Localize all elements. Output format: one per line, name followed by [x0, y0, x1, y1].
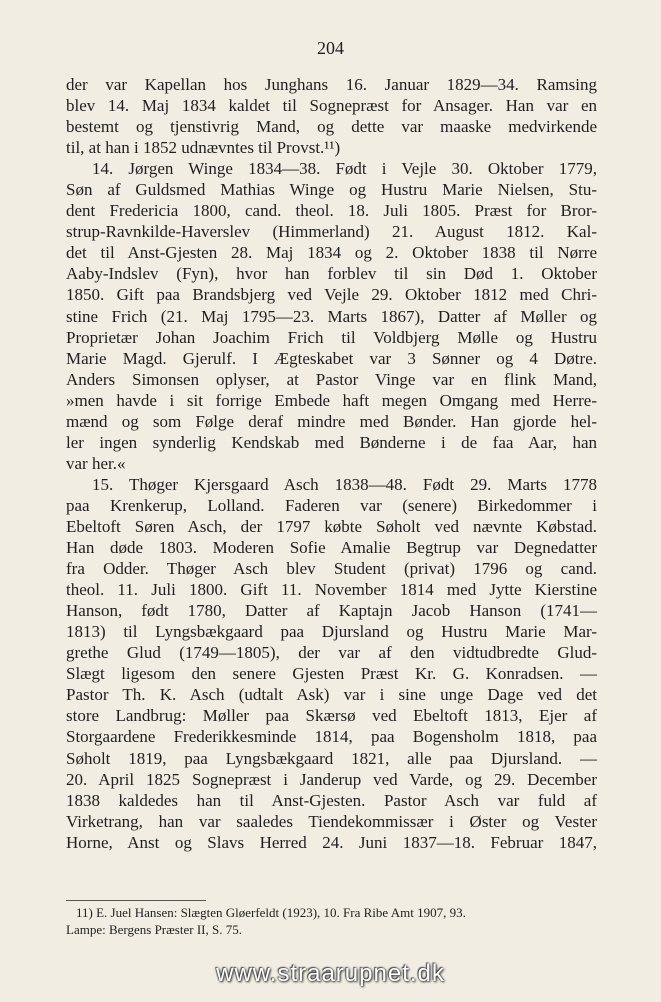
footnote-divider — [66, 900, 206, 901]
text-line: stine Frich (21. Maj 1795—23. Marts 1867), Datter af Møller og — [66, 306, 597, 326]
text-line: mænd og som Følge deraf mindre med Bønder. Han gjorde hel- — [66, 411, 597, 431]
text-line: Anders Simonsen oplyser, at Pastor Vinge var en flink Mand, — [66, 369, 597, 389]
text-line: 1850. Gift paa Brandsbjerg ved Vejle 29. Oktober 1812 med Chri- — [66, 285, 597, 305]
text-line: »men havde i sit forrige Embede haft megen Omgang med Herre- — [66, 390, 597, 410]
footnotes — [66, 904, 597, 938]
text-line: theol. 11. Juli 1800. Gift 11. November 1814 med Jytte Kierstine — [66, 580, 597, 600]
text-line: var her.« — [66, 453, 126, 473]
text-line: 1838 kaldedes han til Anst-Gjesten. Pastor Asch var fuld af — [66, 790, 597, 810]
text-line: Hanson, født 1780, Datter af Kaptajn Jacob Hanson (1741— — [66, 601, 597, 621]
text-line: blev 14. Maj 1834 kaldet til Sognepræst for Ansager. Han var en — [66, 96, 597, 116]
text-line: Marie Magd. Gjerulf. I Ægteskabet var 3 Sønner og 4 Døtre. — [66, 348, 597, 368]
text-line: Slægt ligesom den senere Gjesten Præst Kr. G. Konradsen. — — [66, 664, 597, 684]
text-line: ler ingen synderlig Kendskab med Bønderne i de faa Aar, han — [66, 432, 597, 452]
text-line: det til Anst-Gjesten 28. Maj 1834 og 2. Oktober 1838 til Nørre — [66, 243, 597, 263]
text-line: bestemt og tjenstivrig Mand, og dette var maaske medvirkende — [66, 117, 597, 137]
text-line: 20. April 1825 Sognepræst i Janderup ved Varde, og 29. December — [66, 769, 597, 789]
body-text — [66, 74, 597, 853]
text-line: Søn af Guldsmed Mathias Winge og Hustru Marie Nielsen, Stu- — [66, 180, 597, 200]
text-line: 15. Thøger Kjersgaard Asch 1838—48. Født 29. Marts 1778 — [92, 474, 597, 494]
footnote-line: 11) E. Juel Hansen: Slægten Gløerfeldt (1923), 10. Fra Ribe Amt 1907, 93. — [76, 905, 466, 920]
text-line: paa Krenkerup, Lolland. Faderen var (senere) Birkedommer i — [66, 495, 597, 515]
text-line: 14. Jørgen Winge 1834—38. Født i Vejle 30. Oktober 1779, — [92, 159, 597, 179]
footnote-line: Lampe: Bergens Præster II, S. 75. — [66, 922, 242, 937]
text-line: Proprietær Johan Joachim Frich til Voldbjerg Mølle og Hustru — [66, 327, 597, 347]
text-line: 1813) til Lyngsbækgaard paa Djursland og Hustru Marie Mar- — [66, 622, 597, 642]
text-line: Søholt 1819, paa Lyngsbækgaard 1821, alle paa Djursland. — — [66, 748, 597, 768]
text-line: Pastor Th. K. Asch (udtalt Ask) var i sine unge Dage ved det — [66, 685, 597, 705]
text-line: dent Fredericia 1800, cand. theol. 18. Juli 1805. Præst for Bror- — [66, 201, 597, 221]
text-line: grethe Glud (1749—1805), der var af den vidtudbredte Glud- — [66, 643, 597, 663]
page-number: 204 — [317, 38, 344, 58]
text-line: Aaby-Indslev (Fyn), hvor han forblev til sin Død 1. Oktober — [66, 264, 597, 284]
text-line: Horne, Anst og Slavs Herred 24. Juni 1837—18. Februar 1847, — [66, 832, 597, 852]
text-line: Ebeltoft Søren Asch, der 1797 købte Søholt ved nævnte Købstad. — [66, 516, 597, 536]
text-line: Han døde 1803. Moderen Sofie Amalie Begtrup var Degnedatter — [66, 538, 597, 558]
text-line: store Landbrug: Møller paa Skærsø ved Ebeltoft 1813, Ejer af — [66, 706, 597, 726]
text-line: fra Odder. Thøger Asch blev Student (privat) 1796 og cand. — [66, 559, 597, 579]
text-line: til, at han i 1852 udnævntes til Provst.¹¹) — [66, 138, 341, 158]
text-line: strup-Ravnkilde-Haverslev (Himmerland) 21. August 1812. Kal- — [66, 222, 597, 242]
text-line: Storgaardene Frederikkesminde 1814, paa Bogensholm 1818, paa — [66, 727, 597, 747]
text-line: Virketrang, han var saaledes Tiendekommissær i Øster og Vester — [66, 811, 597, 831]
text-line: der var Kapellan hos Junghans 16. Januar 1829—34. Ramsing — [66, 75, 597, 94]
watermark: www.straarupnet.dk — [216, 960, 445, 987]
